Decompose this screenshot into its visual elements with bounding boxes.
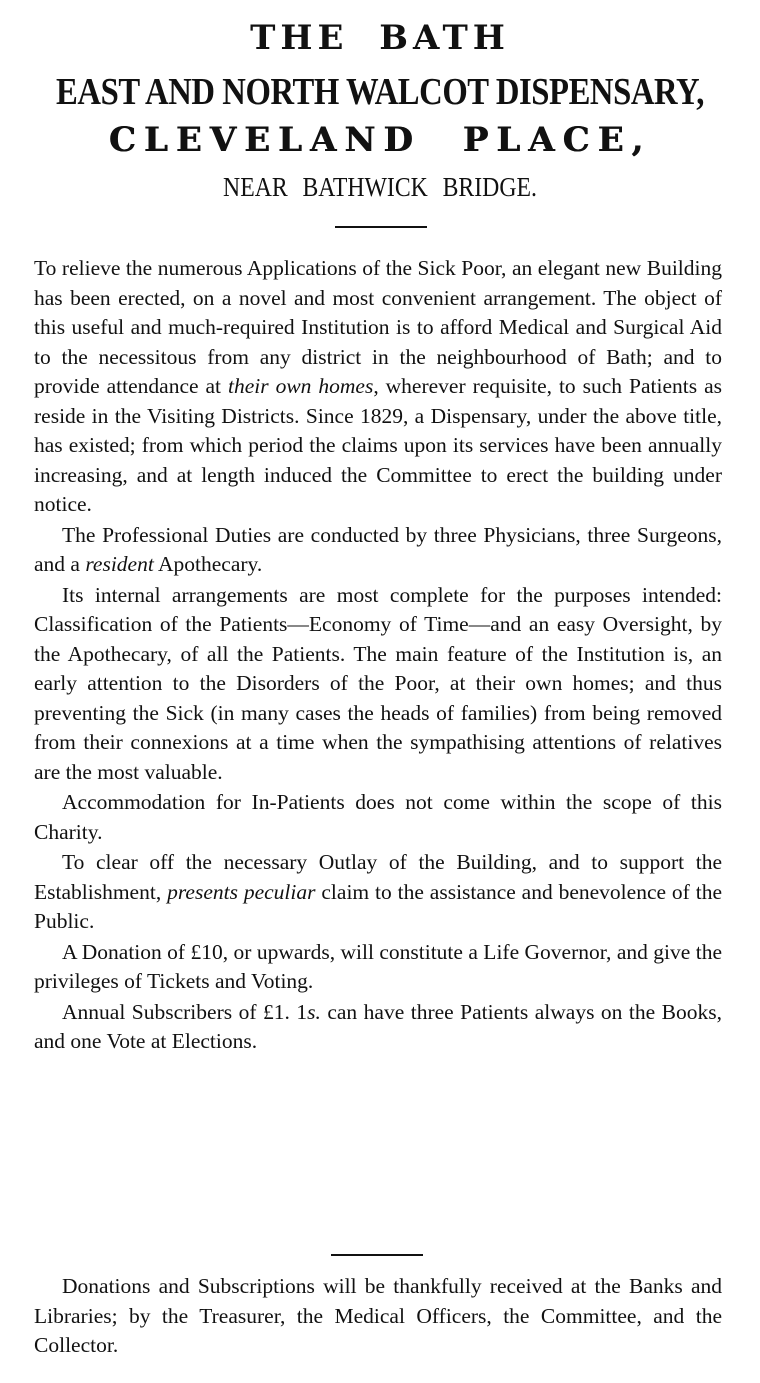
text-run: Accommodation for In-Patients does not come within the scope of this Charity. (34, 790, 722, 844)
text-run: To clear off the necessary Outlay of the Building, and to support the Establishment, (34, 850, 722, 904)
body-paragraph (34, 521, 722, 580)
italic-phrase: resident (85, 552, 154, 576)
footer-divider (331, 1254, 423, 1256)
text-run: Annual Subscribers of £1. 1 (62, 999, 308, 1024)
body-paragraph (34, 998, 722, 1057)
header-divider (335, 226, 427, 228)
body-paragraph (34, 938, 722, 997)
body-paragraph (34, 254, 722, 520)
title-the-bath: THE BATH (250, 18, 510, 58)
text-run: To relieve the numerous Applications of the Sick Poor, an elegant new Building has been erected, on a novel and most convenient arrangement. The object of this useful and much-required Institution is to afford Medical and Surgical Aid to the necessitous from any district in the neighbourhood of Bath; and to provide attendance at (34, 256, 722, 398)
text-run: can have three Patients always on the Books, and one Vote at Elections. (34, 999, 722, 1053)
body-paragraph (34, 581, 722, 788)
italic-phrase: s. (307, 999, 321, 1024)
footer-body (34, 1272, 722, 1361)
text-run: The Professional Duties are conducted by three Physicians, three Surgeons, and a (34, 522, 722, 576)
text-run: , wherever requisite, to such Patients as reside in the Visiting Districts. Since 1829, a Dispensary, under the above title, has existed; from which period the claims upon its services have been annually increasing, and at length induced the Committee to erect the building under notice. (34, 374, 722, 516)
footer-paragraph: Donations and Subscriptions will be thankfully received at the Banks and Libraries; by the Treasurer, the Medical Officers, the Committee, and the Collector. (34, 1274, 722, 1357)
body-paragraph (34, 788, 722, 847)
text-run: claim to the assistance and benevolence of the Public. (34, 879, 722, 933)
main-body (34, 254, 722, 1057)
body-paragraph (34, 848, 722, 937)
italic-phrase: their own homes (228, 374, 374, 398)
text-run: Apothecary. (153, 552, 263, 576)
subtitle-near-bridge: NEAR BATHWICK BRIDGE. (223, 172, 537, 202)
text-run: Its internal arrangements are most complete for the purposes intended: Classification of the Patients—Economy of Time—and an easy Oversight, by the Apothecary, of all the Patients. The main feature of the Institution is, an early attention to the Disorders of the Poor, at their own homes; and thus preventing the Sick (in many cases the heads of families) from being removed from their connexions at a time when the sympathising attentions of relatives are the most valuable. (34, 582, 722, 784)
italic-phrase: presents peculiar (167, 879, 316, 904)
text-run: A Donation of £10, or upwards, will constitute a Life Governor, and give the privileges of Tickets and Voting. (34, 939, 722, 993)
title-dispensary-name: EAST AND NORTH WALCOT DISPENSARY, (56, 71, 704, 113)
title-location: CLEVELAND PLACE, (108, 120, 652, 160)
